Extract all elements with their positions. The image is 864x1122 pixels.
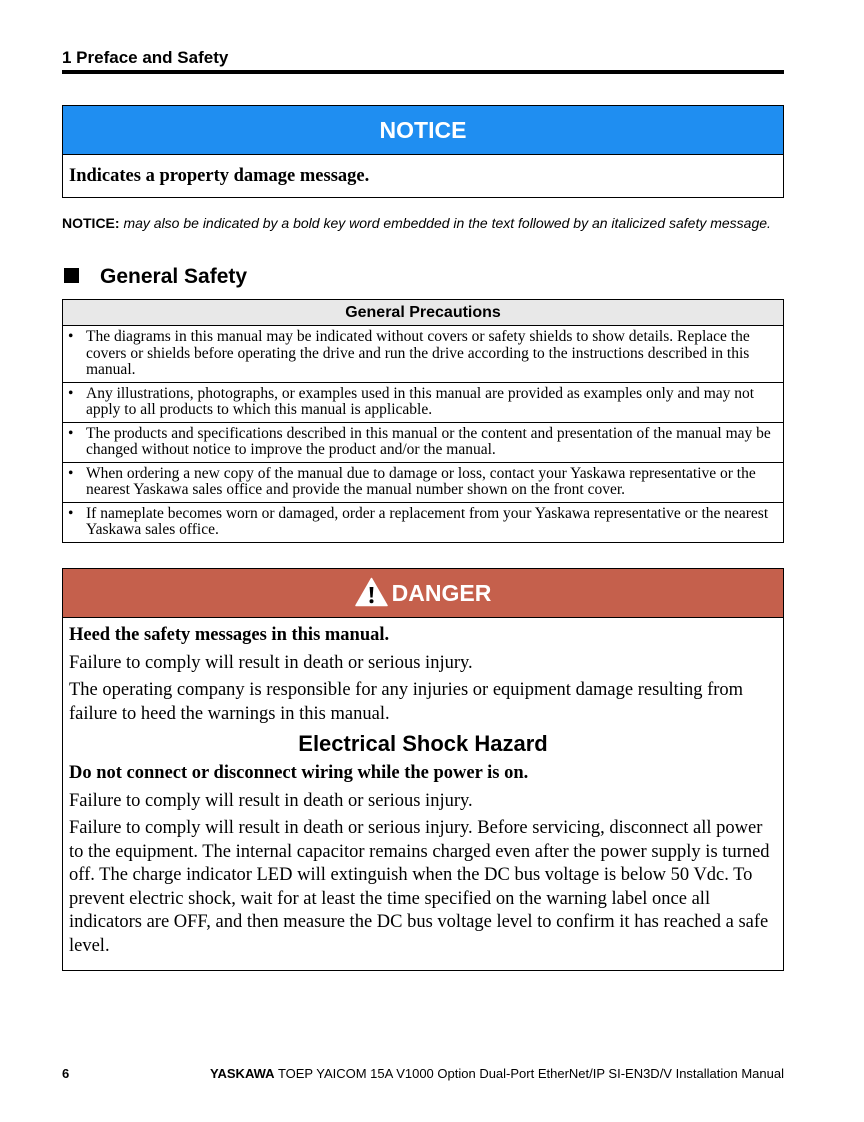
list-item bbox=[63, 502, 783, 542]
manual-title bbox=[210, 1066, 784, 1082]
list-item-text: If nameplate becomes worn or damaged, order a replacement from your Yaskawa representative or the nearest Yaskawa sales office. bbox=[86, 504, 769, 538]
heed-title: Heed the safety messages in this manual. bbox=[69, 625, 390, 645]
bullet: • bbox=[68, 424, 74, 442]
page-footer bbox=[62, 1066, 784, 1082]
notice-note bbox=[62, 216, 784, 231]
hazard-title: Electrical Shock Hazard bbox=[298, 731, 548, 756]
list-item bbox=[63, 326, 783, 382]
notice-keyword: NOTICE: bbox=[62, 215, 120, 231]
precautions-list bbox=[63, 326, 783, 542]
page-header bbox=[62, 48, 784, 74]
precautions-heading: General Precautions bbox=[63, 300, 783, 326]
wiring-title: Do not connect or disconnect wiring while the power is on. bbox=[69, 763, 529, 783]
wiring-detail: Failure to comply will result in death or serious injury. Before servicing, disconnect all power to the equipment. The internal capacitor remains charged even after the power supply is turned off. The charge indicator LED will extinguish when the DC bus voltage is below 50 Vdc. To prevent electric shock, wait for at least the time specified on the warning label once all indicators are OFF, and then measure the DC bus voltage level to confirm it has reached a safe level. bbox=[69, 818, 770, 956]
list-item-text: When ordering a new copy of the manual due to damage or loss, contact your Yaskawa representative or the nearest Yaskawa sales office and provide the manual number shown on the front cover. bbox=[86, 464, 756, 498]
list-item-text: Any illustrations, photographs, or examples used in this manual are provided as examples only and may not apply to all products to which this manual is applicable. bbox=[86, 384, 755, 418]
danger-heading: DANGER bbox=[391, 580, 492, 606]
general-safety-heading bbox=[62, 262, 784, 292]
heed-failure: Failure to comply will result in death or serious injury. bbox=[69, 652, 473, 673]
danger-content bbox=[63, 618, 783, 970]
general-precautions-box bbox=[62, 299, 784, 543]
heed-responsibility: The operating company is responsible for any injuries or equipment damage resulting from failure to heed the warnings in this manual. bbox=[69, 680, 744, 724]
header-rule bbox=[62, 70, 784, 74]
list-item bbox=[63, 382, 783, 422]
notice-message: Indicates a property damage message. bbox=[69, 166, 370, 186]
danger-box bbox=[62, 568, 784, 971]
bullet: • bbox=[68, 464, 74, 482]
page-number: 6 bbox=[62, 1066, 70, 1081]
notice-note-text: may also be indicated by a bold key word embedded in the text followed by an italicized safety message. bbox=[119, 215, 771, 231]
list-item bbox=[63, 462, 783, 502]
general-safety-title: General Safety bbox=[100, 265, 248, 288]
warning-triangle-icon bbox=[355, 577, 388, 607]
notice-heading: NOTICE bbox=[63, 106, 783, 155]
list-item-text: The products and specifications described in this manual or the content and presentation of the manual may be changed without notice to improve the product and/or the manual. bbox=[86, 424, 771, 458]
wiring-failure: Failure to comply will result in death or serious injury. bbox=[69, 790, 473, 811]
section-title: 1 Preface and Safety bbox=[62, 48, 229, 67]
notice-box bbox=[62, 105, 784, 198]
list-item-text: The diagrams in this manual may be indicated without covers or safety shields to show details. Replace the covers or shields before operating the drive and run the drive according to the instructions described in this manual. bbox=[86, 328, 750, 378]
brand: YASKAWA bbox=[210, 1066, 275, 1081]
manual-title-text: TOEP YAICOM 15A V1000 Option Dual-Port EtherNet/IP SI-EN3D/V Installation Manual bbox=[274, 1066, 784, 1081]
bullet: • bbox=[68, 384, 74, 402]
danger-header bbox=[63, 569, 783, 618]
bullet: • bbox=[68, 328, 74, 345]
list-item bbox=[63, 422, 783, 462]
black-square-icon bbox=[64, 268, 79, 283]
bullet: • bbox=[68, 504, 74, 522]
